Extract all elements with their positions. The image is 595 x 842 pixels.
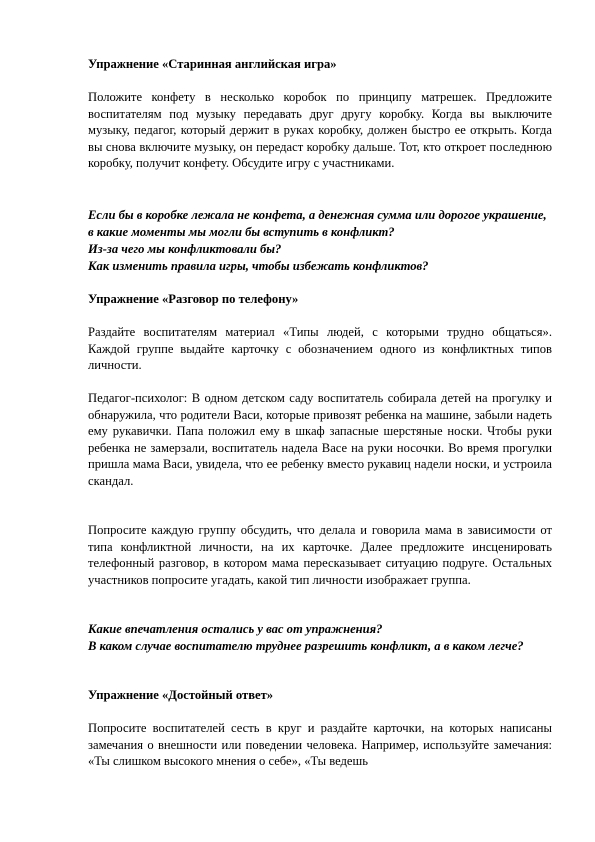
section-heading: Упражнение «Достойный ответ» <box>88 688 274 702</box>
paragraph: Попросите каждую группу обсудить, что делала и говорила мама в зависимости от типа конфликтной личности, на их карточке. Далее предложите инсценировать телефонный разговор, в котором мама пересказывает ситуацию подруге. Остальных участников попросите угадать, какой тип личности изображает группа. <box>88 523 552 587</box>
discussion-question: Из-за чего мы конфликтовали бы? <box>88 242 282 256</box>
paragraph: Попросите воспитателей сесть в круг и раздайте карточки, на которых написаны замечания о внешности или поведении человека. Например, используйте замечания: «Ты слишком высокого мнения о себе», «Ты ведешь <box>88 721 552 769</box>
discussion-question: Какие впечатления остались у вас от упражнения? <box>88 622 383 636</box>
section-heading: Упражнение «Старинная английская игра» <box>88 57 337 71</box>
discussion-question: В каком случае воспитателю труднее разрешить конфликт, а в каком легче? <box>88 639 524 653</box>
paragraph: Педагог-психолог: В одном детском саду воспитатель собирала детей на прогулку и обнаружила, что родители Васи, которые привозят ребенка на машине, забыли надеть ему рукавички. Папа положил ему в шкаф запасные шерстяные носки. Чтобы руки ребенка не замерзали, воспитатель надела Васе на руки носочки. Во время прогулки пришла мама Васи, увидела, что ее ребенку вместо рукавиц надели носки, и устроила скандал. <box>88 391 552 488</box>
discussion-question: Если бы в коробке лежала не конфета, а денежная сумма или дорогое украшение, в какие моменты мы могли бы вступить в конфликт? <box>88 208 547 239</box>
discussion-question: Как изменить правила игры, чтобы избежать конфликтов? <box>88 259 429 273</box>
paragraph: Положите конфету в несколько коробок по принципу матрешек. Предложите воспитателям под музыку передавать друг другу коробку. Когда вы выключите музыку, педагог, который держит в руках коробку, должен быстро ее открыть. Когда вы снова включите музыку, он передаст коробку дальше. Тот, кто откроет последнюю коробку, получит конфету. Обсудите игру с участниками. <box>88 90 552 171</box>
section-heading: Упражнение «Разговор по телефону» <box>88 292 299 306</box>
paragraph: Раздайте воспитателям материал «Типы людей, с которыми трудно общаться». Каждой группе выдайте карточку с обозначением одного из конфликтных типов личности. <box>88 325 552 373</box>
